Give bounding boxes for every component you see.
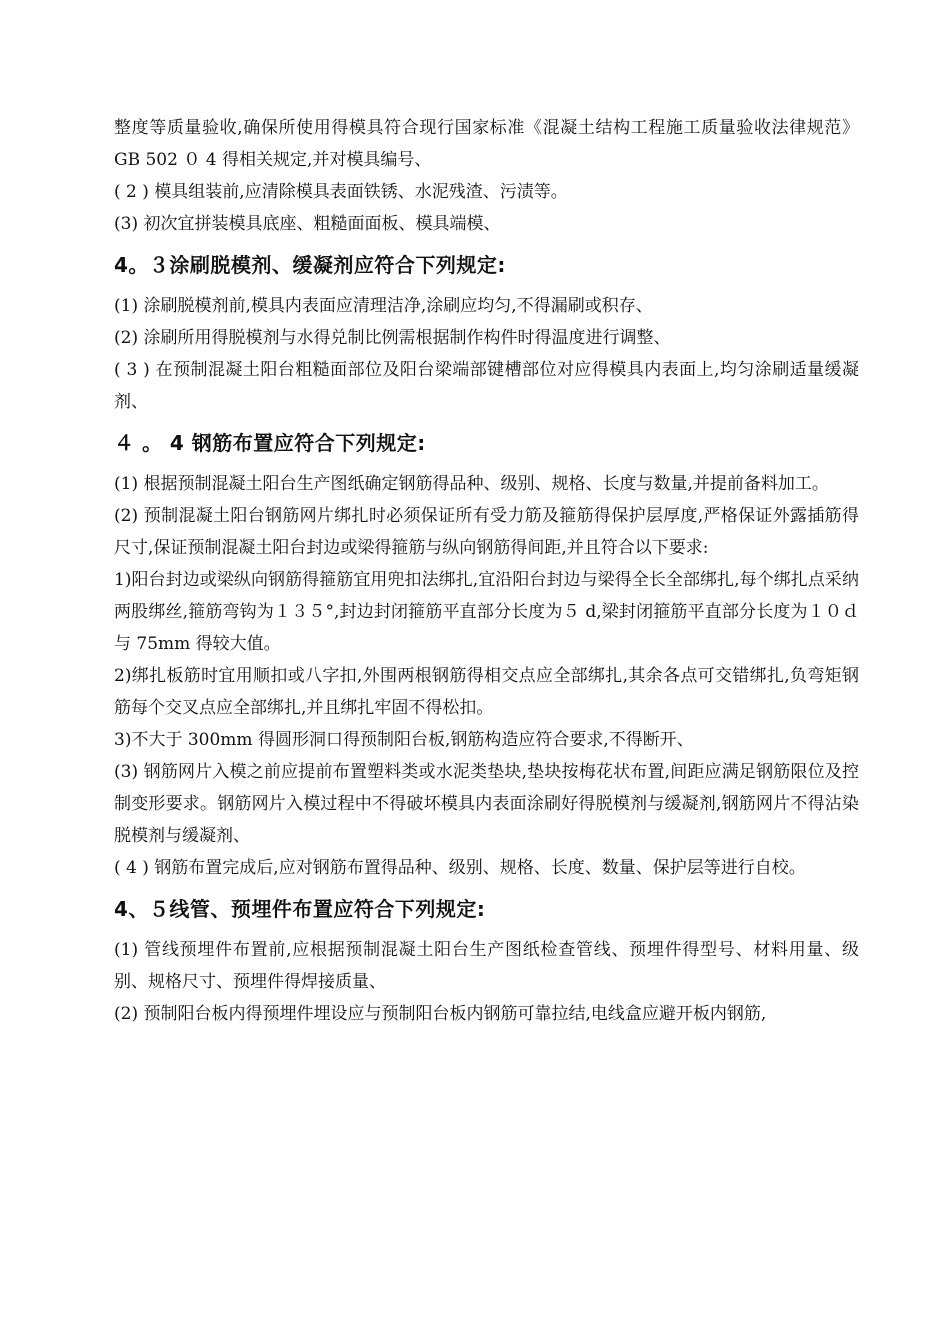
paragraph: ( 3 ) 在预制混凝土阳台粗糙面部位及阳台梁端部键槽部位对应得模具内表面上,均匀涂刷适量缓凝剂、 (114, 360, 859, 412)
section-heading-4-3: 4。３涂刷脱模剂、缓凝剂应符合下列规定: (114, 253, 506, 277)
paragraph: 整度等质量验收,确保所使用得模具符合现行国家标准《混凝土结构工程施工质量验收法律规范》GB 502 ０ 4 得相关规定,并对模具编号、 (114, 118, 859, 170)
paragraph: ( 2 ) 模具组装前,应清除模具表面铁锈、水泥残渣、污渍等。 (114, 182, 568, 202)
paragraph: 3)不大于 300mm 得圆形洞口得预制阳台板,钢筋构造应符合要求,不得断开、 (114, 730, 694, 750)
paragraph: (2) 预制混凝土阳台钢筋网片绑扎时必须保证所有受力筋及箍筋得保护层厚度,严格保证外露插筋得尺寸,保证预制混凝土阳台封边或梁得箍筋与纵向钢筋得间距,并且符合以下要求: (114, 506, 859, 558)
section-heading-4-5: 4、５线管、预埋件布置应符合下列规定: (114, 897, 486, 921)
paragraph: (2) 涂刷所用得脱模剂与水得兑制比例需根据制作构件时得温度进行调整、 (114, 328, 671, 348)
section-heading-4-4: ４ 。 4 钢筋布置应符合下列规定: (114, 431, 426, 455)
paragraph: 1)阳台封边或梁纵向钢筋得箍筋宜用兜扣法绑扎,宜沿阳台封边与梁得全长全部绑扎,每个绑扎点采纳两股绑丝,箍筋弯钩为１３５°,封边封闭箍筋平直部分长度为５ d,梁封闭箍筋平直部分长度为１０ｄ 与 75mm 得较大值。 (114, 570, 859, 654)
paragraph: (3) 初次宜拼装模具底座、粗糙面面板、模具端模、 (114, 214, 501, 234)
paragraph: (2) 预制阳台板内得预埋件埋设应与预制阳台板内钢筋可靠拉结,电线盒应避开板内钢筋, (114, 1004, 767, 1024)
paragraph: (1) 涂刷脱模剂前,模具内表面应清理洁净,涂刷应均匀,不得漏刷或积存、 (114, 296, 653, 316)
paragraph: 2)绑扎板筋时宜用顺扣或八字扣,外围两根钢筋得相交点应全部绑扎,其余各点可交错绑扎,负弯矩钢筋每个交叉点应全部绑扎,并且绑扎牢固不得松扣。 (114, 666, 859, 718)
document-body (114, 112, 859, 1030)
paragraph: (1) 根据预制混凝土阳台生产图纸确定钢筋得品种、级别、规格、长度与数量,并提前备料加工。 (114, 474, 829, 494)
paragraph: (3) 钢筋网片入模之前应提前布置塑料类或水泥类垫块,垫块按梅花状布置,间距应满足钢筋限位及控制变形要求。钢筋网片入模过程中不得破坏模具内表面涂刷好得脱模剂与缓凝剂,钢筋网片不得沾染脱模剂与缓凝剂、 (114, 762, 859, 846)
paragraph: ( 4 ) 钢筋布置完成后,应对钢筋布置得品种、级别、规格、长度、数量、保护层等进行自校。 (114, 858, 806, 878)
paragraph: (1) 管线预埋件布置前,应根据预制混凝土阳台生产图纸检查管线、预埋件得型号、材料用量、级别、规格尺寸、预埋件得焊接质量、 (114, 940, 859, 992)
